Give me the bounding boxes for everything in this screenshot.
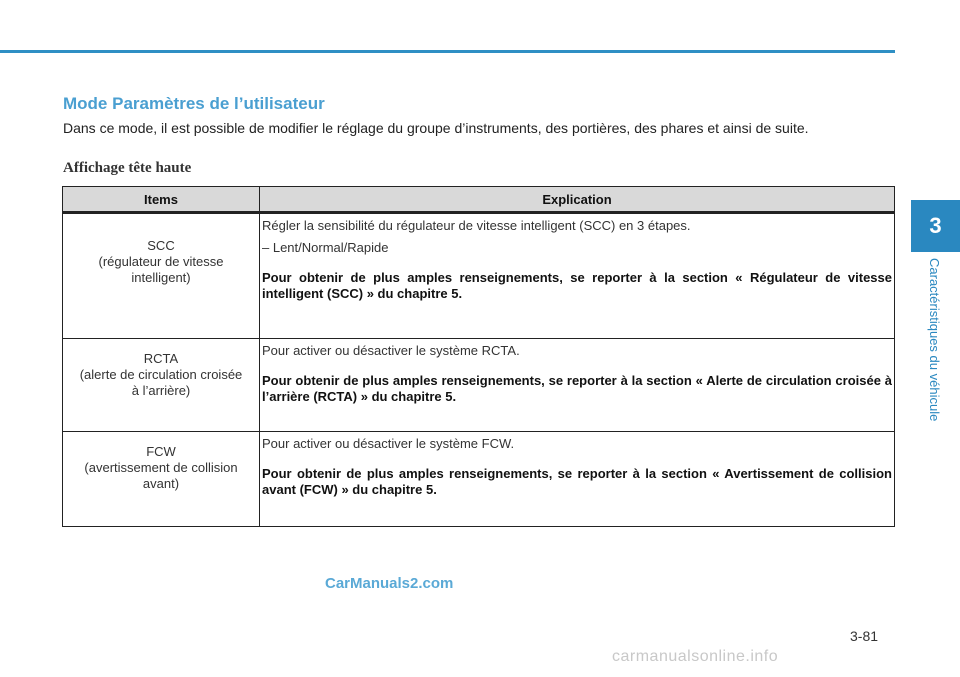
chapter-title-vertical: Caractéristiques du véhicule	[927, 258, 942, 422]
table-row	[63, 339, 895, 432]
top-rule	[0, 50, 895, 53]
item-cell	[63, 213, 260, 339]
reference-note: Pour obtenir de plus amples renseignements, se reporter à la section « Avertissement de collision avant (FCW) » du chapitre 5.	[262, 466, 892, 497]
column-header-explication: Explication	[260, 187, 895, 213]
item-name: FCW	[146, 444, 176, 459]
item-description: (régulateur de vitesse	[98, 254, 224, 269]
explanation-text: Pour activer ou désactiver le système FCW.	[262, 436, 515, 451]
item-name: SCC	[147, 238, 175, 253]
page-number: 3-81	[850, 628, 879, 644]
subheading: Affichage tête haute	[63, 160, 192, 176]
intro-paragraph: Dans ce mode, il est possible de modifier le réglage du groupe d’instruments, des portières, des phares et ainsi de suite.	[63, 120, 809, 136]
table-row	[63, 432, 895, 527]
bottom-watermark: carmanualsonline.info	[612, 648, 779, 665]
explanation-text: – Lent/Normal/Rapide	[262, 240, 389, 255]
item-cell	[63, 339, 260, 432]
table-row	[63, 213, 895, 339]
item-name: RCTA	[143, 351, 179, 366]
explanation-cell	[260, 339, 895, 432]
explanation-cell	[260, 213, 895, 339]
reference-note: Pour obtenir de plus amples renseignements, se reporter à la section « Alerte de circulation croisée à l’arrière (RCTA) » du chapitre 5.	[262, 373, 892, 404]
explanation-text: Régler la sensibilité du régulateur de vitesse intelligent (SCC) en 3 étapes.	[262, 218, 691, 233]
item-description: (avertissement de collision	[84, 460, 238, 475]
item-cell	[63, 432, 260, 527]
explanation-text: Pour activer ou désactiver le système RCTA.	[262, 343, 520, 358]
table-header-row	[63, 187, 895, 213]
item-description: (alerte de circulation croisée	[79, 367, 243, 382]
settings-table	[62, 186, 895, 527]
chapter-tab: 3	[911, 200, 960, 252]
item-description: intelligent)	[131, 270, 191, 285]
column-header-items: Items	[63, 187, 260, 213]
reference-note: Pour obtenir de plus amples renseignements, se reporter à la section « Régulateur de vitesse intelligent (SCC) » du chapitre 5.	[262, 270, 892, 301]
item-description: à l’arrière)	[131, 383, 191, 398]
item-description: avant)	[142, 476, 180, 491]
section-title: Mode Paramètres de l’utilisateur	[63, 94, 325, 113]
explanation-cell	[260, 432, 895, 527]
watermark-link[interactable]: CarManuals2.com	[325, 575, 454, 592]
